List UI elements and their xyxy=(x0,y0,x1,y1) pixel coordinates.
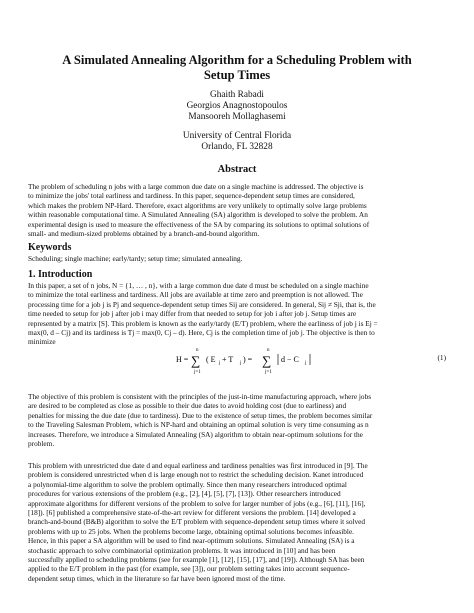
text-line: Scheduling; single machine; early/tardy; setup time; simulated annealing. xyxy=(28,254,243,263)
text-line: This problem with unrestricted due date d and equal earliness and tardiness penalties was first introduced in [9]. The xyxy=(28,461,368,470)
text-line: to the Traveling Salesman Problem, which is NP-hard and obtaining an optimal solution is very time consuming as n xyxy=(28,420,369,430)
paper-title xyxy=(30,53,444,83)
text-line: problem. xyxy=(28,439,55,449)
abstract-heading: Abstract xyxy=(217,164,257,175)
keywords-body xyxy=(28,254,448,263)
equation-number: (1) xyxy=(437,353,446,362)
title-line-1: A Simulated Annealing Algorithm for a Scheduling Problem with xyxy=(62,53,412,67)
equation-lhs: H = xyxy=(176,355,189,364)
equals-sign: ) = xyxy=(243,355,253,364)
text-line: applied to the E/T problem in the past (for example, see [3]), our problem setting takes into account sequence- xyxy=(28,564,350,574)
text-line: a polynomial-time algorithm to solve the problem optimally. Since then many researchers introduced optimal xyxy=(28,479,347,489)
text-line: within reasonable computational time. A Simulated Annealing (SA) algorithm is developed to solve the problem. An xyxy=(28,210,368,220)
text-line: approximate algorithms for different versions of the problem to solve for larger number of jobs (e.g., [6], [11], [16], xyxy=(28,498,366,508)
author-list xyxy=(80,90,394,122)
title-line-2: Setup Times xyxy=(203,68,271,82)
keywords-heading: Keywords xyxy=(28,242,72,253)
text-line: procedures for various extensions of the problem (e.g., [2], [4], [5], [7], [13]). Other researchers introduced xyxy=(28,489,341,499)
author-name: Georgios Anagnostopoulos xyxy=(186,100,288,111)
text-line: penalties for missing the due date (due to tardiness). Due to the existence of setup times, the problem becomes similar xyxy=(28,410,373,420)
text-line: stochastic approach to solve combinatorial optimization problems. It was introduced in [10] and has been xyxy=(28,545,336,555)
introduction-paragraph-1 xyxy=(28,281,448,347)
author-name: Ghaith Rabadi xyxy=(210,90,264,100)
sigma-symbol: ∑ xyxy=(262,353,272,368)
subscript: j xyxy=(219,361,221,366)
text-line: to minimize the jobs' total earliness and tardiness. In this paper, sequence-dependent setup times are considered, xyxy=(28,191,355,201)
term-tardiness: + T xyxy=(222,355,234,364)
text-line: dependent setup times, which in the literature so far have been ignored most of the time. xyxy=(28,573,286,583)
text-line: represented by a matrix [S]. This problem is known as the early/tardy (E/T) problem, where the earliness of job j is Ej = xyxy=(28,318,378,328)
affiliation xyxy=(80,131,394,153)
text-line: successfully applied to scheduling problems (see for example [1], [12], [15], [17], and [19]). Although SA has been xyxy=(28,555,365,565)
text-line: minimize xyxy=(28,337,56,347)
section-heading-introduction: 1. Introduction xyxy=(28,269,93,280)
text-line: In this paper, a set of n jobs, N = {1, … , n}, with a large common due date d must be scheduled on a single machine xyxy=(28,281,369,290)
sum-lower-limit: j=1 xyxy=(194,370,201,375)
subscript: j xyxy=(305,361,307,366)
text-line: processing time for a job j is Pj and sequence-dependent setup times Sij are considered. In general, Sij ≠ Sji, that is, the xyxy=(28,299,376,309)
equation-1 xyxy=(28,344,448,376)
text-line: which makes the problem NP-Hard. Therefore, exact algorithms are very unlikely to optimally solve large problems xyxy=(28,200,367,210)
text-line: Hence, in this paper a SA algorithm will be used to find near-optimum solutions. Simulated Annealing (SA) is a xyxy=(28,536,355,546)
text-line: time needed to setup for job j after job i may differ from that needed to setup for job i after job j. Setup times are xyxy=(28,309,357,319)
text-line: to minimize the total earliness and tardiness. All jobs are available at time zero and preemption is not allowed. The xyxy=(28,290,363,300)
text-line: problems with up to 25 jobs. When the problems become large, obtaining optimal solutions becomes infeasible. xyxy=(28,526,355,536)
sum-upper-limit: n xyxy=(267,348,270,353)
introduction-paragraph-2 xyxy=(28,392,448,448)
term-earliness: ( E xyxy=(206,355,216,364)
text-line: increases. Therefore, we introduce a Simulated Annealing (SA) algorithm to obtain near-optimum solutions for the xyxy=(28,429,363,439)
text-line: [18]). [6] published a comprehensive state-of-the-art review for different versions the problem. [14] developed a xyxy=(28,508,356,518)
affiliation-line: University of Central Florida xyxy=(182,131,292,141)
author-name: Mansooreh Mollaghasemi xyxy=(188,111,286,122)
text-line: experimental design is used to measure the effectiveness of the SA by comparing its solutions to optimal solutions of xyxy=(28,219,370,229)
affiliation-line: Orlando, FL 32828 xyxy=(201,141,273,152)
subscript: j xyxy=(240,361,242,366)
sum-upper-limit: n xyxy=(196,348,199,353)
sigma-symbol: ∑ xyxy=(191,353,201,368)
text-line: problem is considered unrestricted when d is large enough not to restrict the scheduling decision. Kanet introduced xyxy=(28,470,364,480)
term-deviation: d − C xyxy=(281,355,299,364)
introduction-paragraph-3 xyxy=(28,461,448,583)
text-line: The problem of scheduling n jobs with a large common due date on a single machine is addressed. The objective is xyxy=(28,182,364,191)
text-line: max(0, d – Cj) and its tardiness is Tj = max(0, Cj – d). Here, Cj is the completion time of job j. The objective is then to xyxy=(28,328,375,338)
sum-lower-limit: j=1 xyxy=(265,370,272,375)
text-line: small- and medium-sized problems obtained by a branch-and-bound algorithm. xyxy=(28,229,260,239)
text-line: are desired to be completed as close as possible to their due dates to avoid holding cost (due to earliness) and xyxy=(28,401,347,411)
abstract-body xyxy=(28,182,448,238)
equation-formula xyxy=(28,344,448,376)
text-line: The objective of this problem is consistent with the principles of the just-in-time manufacturing approach, where jobs xyxy=(28,392,372,401)
text-line: branch-and-bound (B&B) algorithm to solve the E/T problem with sequence-dependent setup times where it solved xyxy=(28,517,366,527)
